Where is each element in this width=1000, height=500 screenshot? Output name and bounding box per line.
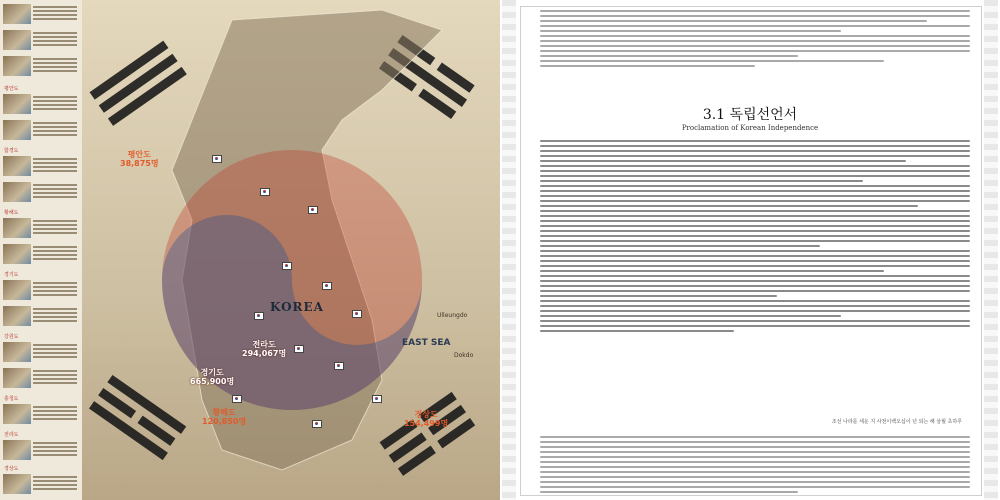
flag-icon: [212, 155, 222, 163]
flag-icon: [352, 310, 362, 318]
strip-label: 경기도: [4, 272, 19, 278]
border-ornament: [984, 0, 998, 500]
korea-label: KOREA: [270, 300, 324, 314]
flag-icon: [254, 312, 264, 320]
strip-label: 전라도: [4, 432, 19, 438]
region-count: 경상도 154,499명: [404, 410, 449, 428]
strip-entry: [3, 56, 79, 76]
ulleungdo-label: Ulleungdo: [437, 312, 468, 319]
declaration-date: 조선 나라를 세운 지 사천이백오십이 년 되는 해 삼월 초하루: [831, 419, 962, 425]
border-ornament: [502, 0, 516, 500]
english-text-block: [540, 436, 970, 496]
flag-icon: [232, 395, 242, 403]
region-photo-strip: [0, 0, 83, 500]
strip-label: 평안도: [4, 86, 19, 92]
document-subtitle: Proclamation of Korean Independence: [681, 124, 819, 132]
flag-icon: [312, 420, 322, 428]
strip-entry: [3, 4, 79, 24]
flag-icon: [322, 282, 332, 290]
flag-icon: [308, 206, 318, 214]
strip-label: 경상도: [4, 466, 19, 472]
region-count: 경기도 665,900명: [190, 368, 235, 386]
strip-label: 함경도: [4, 148, 19, 154]
flag-icon: [334, 362, 344, 370]
region-count: 전라도 294,067명: [242, 340, 287, 358]
document-title: 3.1 독립선언서: [702, 107, 798, 123]
flag-icon: [282, 262, 292, 270]
photo-icon: [3, 4, 31, 24]
strip-entry: [3, 30, 79, 50]
korean-text-block: [540, 140, 970, 335]
region-count: 평안도 38,875명: [120, 150, 159, 168]
flag-icon: [294, 345, 304, 353]
strip-label: 충청도: [4, 396, 19, 402]
flag-icon: [372, 395, 382, 403]
korea-map: [82, 0, 500, 500]
flag-icon: [260, 188, 270, 196]
dokdo-label: Dokdo: [454, 352, 474, 359]
region-count: 황해도 120,850명: [202, 408, 247, 426]
declaration-document: [500, 0, 1000, 500]
east-sea-label: EAST SEA: [402, 338, 451, 348]
header-text-block: [540, 10, 970, 70]
strip-label: 강원도: [4, 334, 19, 340]
strip-label: 황해도: [4, 210, 19, 216]
